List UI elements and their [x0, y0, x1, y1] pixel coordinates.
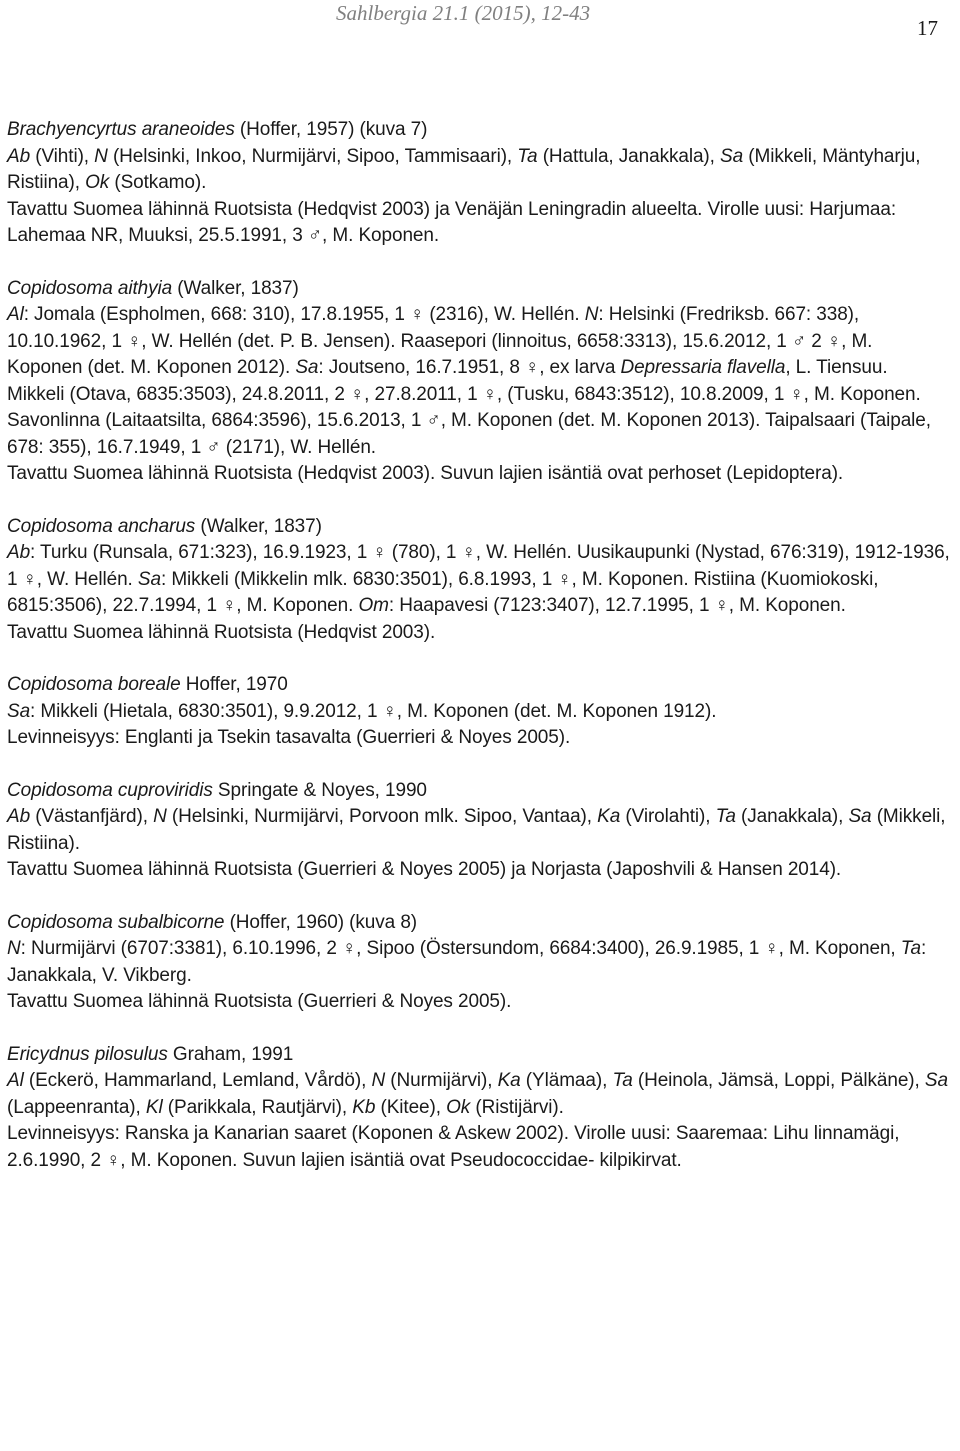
text-run: : Jomala (Espholmen, 668: 310), 17.8.1955, 1 ♀ (2316), W. Hellén. — [23, 304, 585, 325]
italic-term: Sa — [137, 568, 161, 590]
species-records — [7, 1068, 950, 1121]
italic-term: N — [153, 806, 167, 827]
species-authority: (Walker, 1837) — [195, 515, 322, 537]
species-notes — [7, 620, 950, 647]
italic-term: Depressaria flavella — [620, 357, 786, 378]
species-records — [7, 540, 950, 620]
species-notes — [7, 461, 950, 488]
species-authority: Hoffer, 1970 — [180, 674, 288, 695]
text-run: (Mikkeli, Ristiina). — [7, 806, 946, 854]
italic-term: Om — [358, 595, 389, 616]
text-run: (Janakkala), — [735, 806, 849, 827]
text-run: Tavattu Suomea lähinnä Ruotsista (Guerrieri & Noyes 2005). — [7, 991, 512, 1012]
italic-term: Ok — [446, 1096, 471, 1118]
text-run: : Haapavesi (7123:3407), 12.7.1995, 1 ♀, M. Koponen. — [388, 595, 846, 616]
italic-term: Sa — [295, 357, 319, 378]
text-run: (Mikkeli, Mäntyharju, Ristiina), — [7, 145, 921, 193]
species-authority: (Hoffer, 1957) (kuva 7) — [234, 119, 428, 140]
species-heading — [7, 778, 950, 805]
species-heading — [7, 910, 950, 937]
text-run: (Eckerö, Hammarland, Lemland, Vårdö), — [23, 1070, 372, 1091]
species-name: Copidosoma ancharus — [7, 515, 196, 537]
text-run: (Parikkala, Rautjärvi), — [162, 1096, 353, 1118]
species-heading — [7, 1042, 950, 1069]
species-authority: Springate & Noyes, 1990 — [212, 779, 427, 801]
text-run: (Kitee), — [375, 1096, 447, 1118]
species-records — [7, 699, 950, 726]
text-run: (Helsinki, Nurmijärvi, Porvoon mlk. Sipoo, Vantaa), — [166, 806, 598, 827]
text-run: : Mikkeli (Hietala, 6830:3501), 9.9.2012, 1 ♀, M. Koponen (det. M. Koponen 1912). — [30, 700, 717, 722]
journal-citation: Sahlbergia 21.1 (2015), 12-43 — [336, 1, 591, 25]
text-run: Levinneisyys: Ranska ja Kanarian saaret (Koponen & Askew 2002). Virolle uusi: Saaremaa: Lihu linnamägi, 2.6.1990, 2 ♀, M. Koponen. Suvun lajien isäntiä ovat Pseudococcidae- kilpikirvat. — [7, 1123, 900, 1171]
text-run: : Mikkeli (Mikkelin mlk. 6830:3501), 6.8.1993, 1 ♀, M. Koponen. Ristiina (Kuomiokoski, 6815:3506), 22.7.1994, 1 ♀, M. Koponen. — [7, 568, 879, 616]
italic-term: Sa — [848, 806, 872, 827]
species-name: Copidosoma aithyia — [7, 277, 173, 299]
text-run: : Nurmijärvi (6707:3381), 6.10.1996, 2 ♀, Sipoo (Östersundom, 6684:3400), 26.9.1985, 1 ♀, M. Koponen, — [20, 938, 901, 959]
species-entry — [7, 910, 950, 1016]
italic-term: Sa — [720, 145, 744, 167]
text-run: Tavattu Suomea lähinnä Ruotsista (Hedqvist 2003) ja Venäjän Leningradin alueelta. Virolle uusi: Harjumaa: Lahemaa NR, Muuksi, 25.5.1991, 3 ♂, M. Koponen. — [7, 198, 897, 246]
species-notes — [7, 197, 950, 250]
species-notes — [7, 1121, 950, 1174]
italic-term: Ab — [7, 145, 31, 167]
species-entry — [7, 672, 950, 752]
italic-term: Ta — [715, 806, 736, 827]
species-notes — [7, 989, 950, 1016]
text-run: , L. Tiensuu. Mikkeli (Otava, 6835:3503), 24.8.2011, 2 ♀, 27.8.2011, 1 ♀, (Tusku, 6843:3512), 10.8.2009, 1 ♀, M. Koponen. Savonlinna (Laitaatsilta, 6864:3596), 15.6.2013, 1 ♂, M. Koponen (det. M. Koponen 2013). Taipalsaari (Taipale, 678: 355), 16.7.1949, 1 ♂ (2171), W. Hellén. — [7, 357, 931, 458]
species-records — [7, 936, 950, 989]
species-heading — [7, 672, 950, 699]
species-authority: (Hoffer, 1960) (kuva 8) — [224, 911, 418, 933]
text-run: Levinneisyys: Englanti ja Tsekin tasavalta (Guerrieri & Noyes 2005). — [7, 727, 571, 748]
species-notes — [7, 725, 950, 752]
text-run: (Virolahti), — [620, 806, 716, 827]
species-entry — [7, 1042, 950, 1175]
species-name: Copidosoma subalbicorne — [7, 911, 225, 933]
italic-term: N — [7, 938, 21, 959]
species-records — [7, 144, 950, 197]
species-heading — [7, 514, 950, 541]
species-name: Copidosoma boreale — [7, 674, 181, 695]
italic-term: N — [584, 304, 599, 325]
italic-term: Ab — [7, 542, 31, 563]
italic-term: Sa — [7, 700, 31, 722]
text-run: (Ristijärvi). — [470, 1096, 564, 1118]
italic-term: Ka — [597, 806, 621, 827]
italic-term: Kb — [352, 1096, 376, 1118]
page-header — [0, 0, 960, 45]
italic-term: N — [94, 145, 108, 167]
italic-term: Ka — [497, 1070, 521, 1091]
species-heading — [7, 117, 950, 144]
species-name: Copidosoma cuproviridis — [7, 779, 213, 801]
species-name: Ericydnus pilosulus — [7, 1043, 168, 1065]
italic-term: Ok — [85, 172, 110, 193]
text-run: : Turku (Runsala, 671:323), 16.9.1923, 1 ♀ (780), 1 ♀, W. Hellén. Uusikaupunki (Nystad, 676:319), 1912-1936, 1 ♀, W. Hellén. — [7, 542, 950, 590]
italic-term: Ta — [900, 938, 922, 959]
species-entry — [7, 514, 950, 647]
species-entry — [7, 117, 950, 250]
species-notes — [7, 857, 950, 884]
italic-term: Ab — [7, 806, 31, 827]
italic-term: Al — [7, 1070, 24, 1091]
species-heading — [7, 276, 950, 303]
text-run: Tavattu Suomea lähinnä Ruotsista (Guerrieri & Noyes 2005) ja Norjasta (Japoshvili & Hansen 2014). — [7, 859, 842, 880]
text-run: (Västanfjärd), — [30, 806, 154, 827]
text-run: Tavattu Suomea lähinnä Ruotsista (Hedqvist 2003). — [7, 621, 436, 643]
species-records — [7, 302, 950, 461]
italic-term: Sa — [924, 1070, 948, 1091]
italic-term: Kl — [145, 1096, 163, 1118]
species-records — [7, 804, 950, 857]
species-list — [7, 117, 950, 1174]
species-authority: (Walker, 1837) — [172, 277, 299, 299]
text-run: : Helsinki (Fredriksb. 667: 338), 10.10.1962, 1 ♀, W. Hellén (det. P. B. Jensen). Raasepori (linnoitus, 6658:3313), 15.6.2012, 1 ♂ 2 ♀, M. Koponen (det. M. Koponen 2012). — [7, 304, 873, 378]
text-run: (Lappeenranta), — [7, 1096, 146, 1118]
italic-term: Ta — [517, 145, 538, 167]
text-run: (Hattula, Janakkala), — [537, 145, 721, 167]
species-name: Brachyencyrtus araneoides — [7, 119, 235, 140]
text-run: (Vihti), — [30, 145, 95, 167]
species-entry — [7, 276, 950, 488]
text-run: (Ylämaa), — [520, 1070, 613, 1091]
text-run: (Helsinki, Inkoo, Nurmijärvi, Sipoo, Tammisaari), — [107, 145, 518, 167]
text-run: : Joutseno, 16.7.1951, 8 ♀, ex larva — [318, 357, 621, 378]
species-entry — [7, 778, 950, 884]
text-run: : Janakkala, V. Vikberg. — [7, 938, 927, 986]
italic-term: N — [371, 1070, 386, 1091]
page-number: 17 — [917, 16, 938, 40]
text-run: (Nurmijärvi), — [385, 1070, 498, 1091]
text-run: (Sotkamo). — [109, 172, 207, 193]
species-authority: Graham, 1991 — [167, 1043, 294, 1065]
italic-term: Al — [7, 304, 24, 325]
italic-term: Ta — [612, 1070, 633, 1091]
text-run: (Heinola, Jämsä, Loppi, Pälkäne), — [632, 1070, 925, 1091]
text-run: Tavattu Suomea lähinnä Ruotsista (Hedqvist 2003). Suvun lajien isäntiä ovat perhoset (Lepidoptera). — [7, 463, 844, 484]
